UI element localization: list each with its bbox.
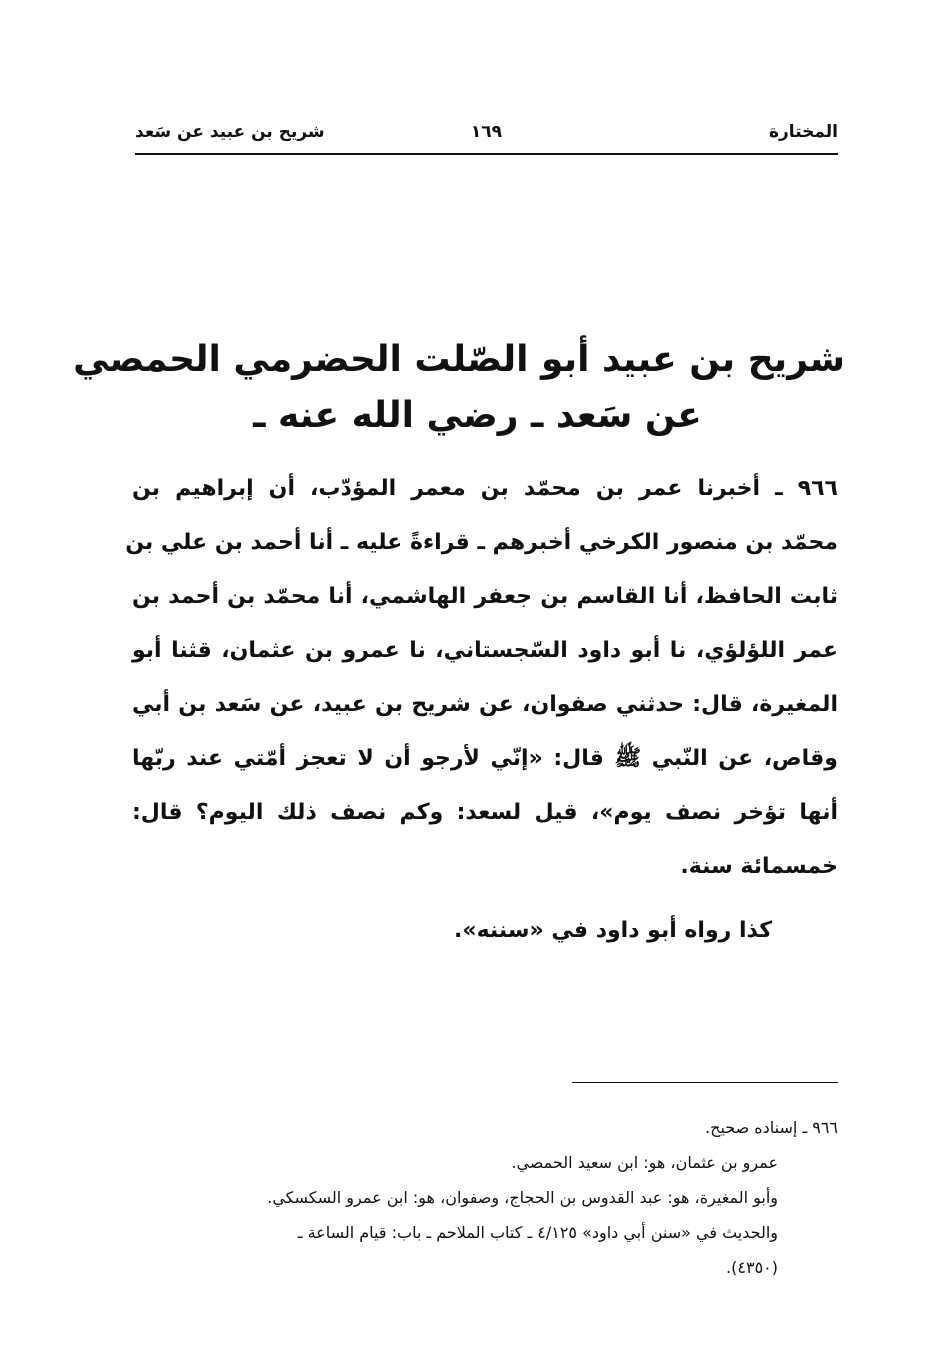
footnote-line: (٤٣٥٠). — [726, 1258, 778, 1277]
body-line: خمسمائة سنة. — [680, 854, 838, 879]
body-line: أنها تؤخر نصف يوم»، قيل لسعد: وكم نصف ذلك اليوم؟ قال: — [132, 800, 838, 825]
body-line: المغيرة، قال: حدثني صفوان، عن شريح بن عبيد، عن سَعد بن أبي — [132, 692, 838, 717]
footnote-line: ٩٦٦ ـ إسناده صحيح. — [705, 1118, 838, 1137]
hadith-text — [125, 462, 838, 958]
footnote-divider — [572, 1082, 838, 1083]
footnotes — [135, 1110, 838, 1285]
footnote-line: وأبو المغيرة، هو: عبد القدوس بن الحجاج، وصفوان، هو: ابن عمرو السكسكي. — [267, 1188, 778, 1207]
page-number: ١٦٩ — [470, 122, 503, 142]
body-line: وقاص، عن النّبي ﷺ قال: «إنّي لأرجو أن لا تعجز أمّتي عند ربّها — [132, 746, 838, 771]
closing-remark: كذا رواه أبو داود في «سننه». — [454, 918, 772, 943]
chapter-title-line-2: عن سَعد ـ رضي الله عنه ـ — [253, 395, 702, 436]
footnote-line: عمرو بن عثمان، هو: ابن سعيد الحمصي. — [511, 1153, 778, 1172]
chapter-title-line-1: شريح بن عبيد أبو الصّلت الحضرمي الحمصي — [73, 339, 845, 380]
running-header — [135, 118, 838, 152]
body-line: ٩٦٦ ـ أخبرنا عمر بن محمّد بن معمر المؤدّب، أن إبراهيم بن — [132, 476, 838, 501]
chapter-title — [73, 332, 845, 444]
header-chapter-title: شريح بن عبيد عن سَعد — [135, 122, 325, 142]
header-book-title: المختارة — [768, 122, 838, 142]
body-line: محمّد بن منصور الكرخي أخبرهم ـ قراءةً عليه ـ أنا أحمد بن علي بن — [125, 530, 838, 555]
footnote-line: والحديث في «سنن أبي داود» ٤/١٢٥ ـ كتاب الملاحم ـ باب: قيام الساعة ـ — [297, 1223, 778, 1242]
body-line: عمر اللؤلؤي، نا أبو داود السّجستاني، نا عمرو بن عثمان، قثنا أبو — [132, 638, 838, 663]
body-line: ثابت الحافظ، أنا القاسم بن جعفر الهاشمي، أنا محمّد بن أحمد بن — [132, 584, 838, 609]
header-divider — [135, 153, 838, 155]
